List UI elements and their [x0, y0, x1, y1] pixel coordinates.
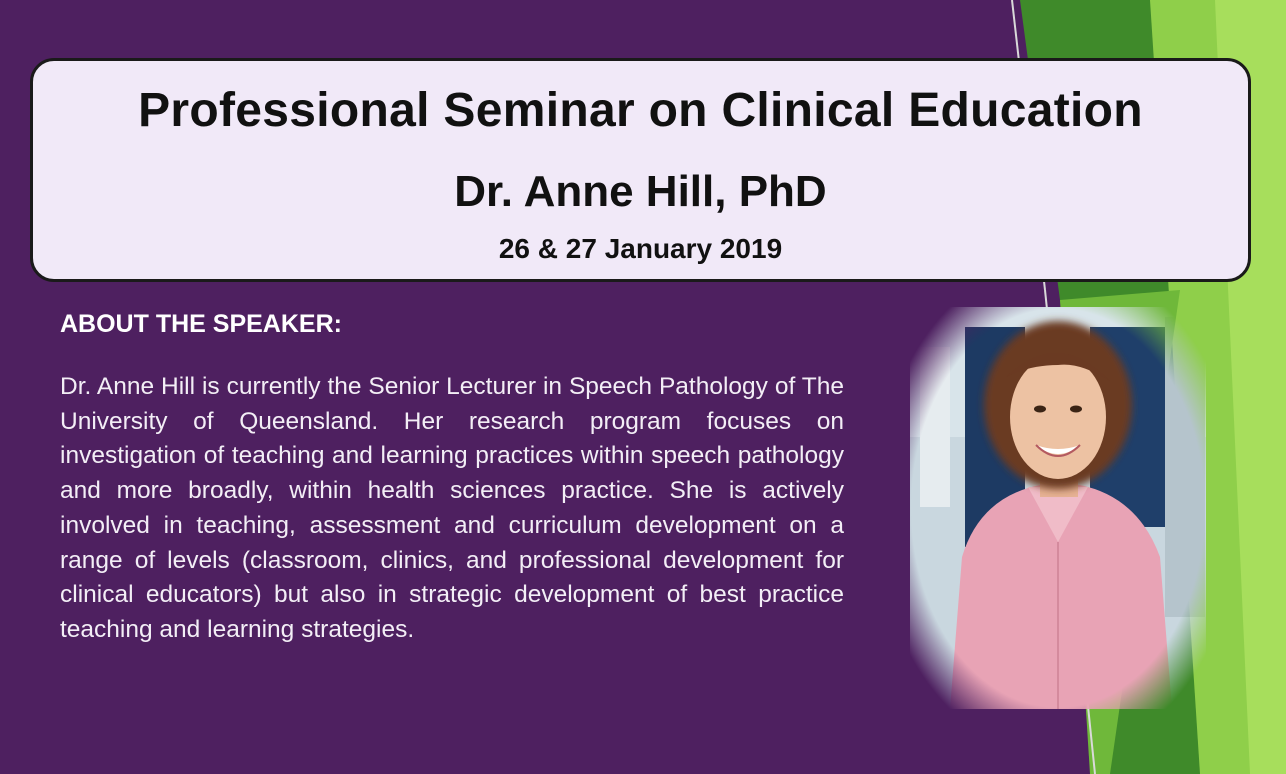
speaker-name: Dr. Anne Hill, PhD: [454, 167, 827, 216]
speaker-bio: Dr. Anne Hill is currently the Senior Lecturer in Speech Pathology of The University of Queensland. Her research program focuses on investigation of teaching and learning practices within speech pathology and more broadly, within health sciences practice. She is actively involved in teaching, assessment and curriculum development on a range of levels (classroom, clinics, and professional development for clinical educators) but also in strategic development of best practice teaching and learning strategies.: [60, 373, 844, 643]
title-banner: [30, 58, 1251, 282]
seminar-date: 26 & 27 January 2019: [498, 233, 783, 264]
about-heading: ABOUT THE SPEAKER:: [60, 310, 342, 338]
speaker-photo: [910, 307, 1206, 709]
seminar-title: Professional Seminar on Clinical Education: [138, 84, 1143, 137]
